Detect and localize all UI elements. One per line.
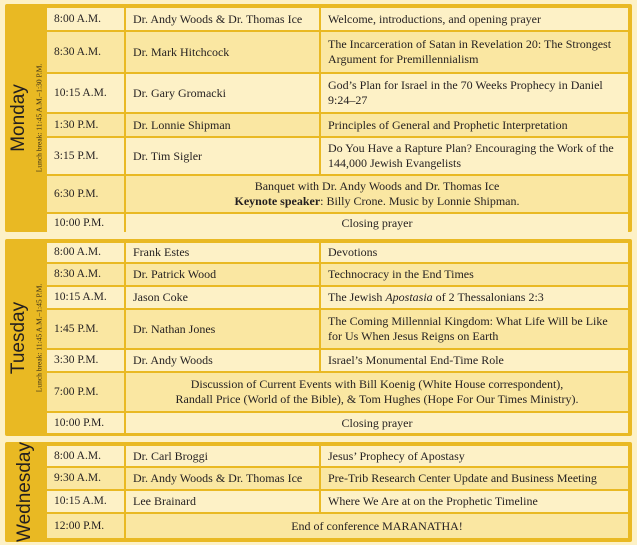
schedule-row bbox=[47, 214, 628, 232]
topic-cell: The Incarceration of Satan in Revelation 20: The Strongest Argument for Premillennialism bbox=[319, 32, 628, 72]
schedule-row bbox=[47, 243, 628, 262]
speaker-cell: Dr. Gary Gromacki bbox=[124, 74, 319, 112]
schedule-row bbox=[47, 287, 628, 308]
day-label bbox=[5, 239, 47, 436]
topic-emphasis: Apostasia bbox=[385, 290, 433, 304]
speaker-cell: Frank Estes bbox=[124, 243, 319, 262]
speaker-cell: Dr. Nathan Jones bbox=[124, 310, 319, 348]
speaker-cell: Dr. Tim Sigler bbox=[124, 138, 319, 174]
day-name: Wednesday bbox=[14, 442, 35, 542]
event-cell: Closing prayer bbox=[124, 214, 628, 232]
time-cell: 8:00 A.M. bbox=[47, 8, 124, 30]
tuesday-section bbox=[5, 239, 632, 436]
day-label bbox=[5, 4, 47, 232]
schedule-row bbox=[47, 310, 628, 348]
topic-cell: Do You Have a Rapture Plan? Encouraging the Work of the 144,000 Jewish Evangelists bbox=[319, 138, 628, 174]
schedule-row bbox=[47, 138, 628, 174]
event-cell bbox=[124, 176, 628, 212]
time-cell: 1:30 P.M. bbox=[47, 114, 124, 136]
time-cell: 10:15 A.M. bbox=[47, 491, 124, 512]
time-cell: 9:30 A.M. bbox=[47, 468, 124, 489]
event-line: Discussion of Current Events with Bill Koenig (White House correspondent), bbox=[190, 377, 564, 391]
topic-cell: Where We Are at on the Prophetic Timeline bbox=[319, 491, 628, 512]
schedule-row bbox=[47, 468, 628, 489]
speaker-cell: Dr. Andy Woods & Dr. Thomas Ice bbox=[124, 468, 319, 489]
speaker-cell: Dr. Andy Woods & Dr. Thomas Ice bbox=[124, 8, 319, 30]
topic-cell: The Coming Millennial Kingdom: What Life Will be Like for Us When Jesus Reigns on Earth bbox=[319, 310, 628, 348]
time-cell: 10:00 P.M. bbox=[47, 214, 124, 232]
time-cell: 8:00 A.M. bbox=[47, 243, 124, 262]
topic-cell: Pre-Trib Research Center Update and Business Meeting bbox=[319, 468, 628, 489]
speaker-cell: Lee Brainard bbox=[124, 491, 319, 512]
event-cell: End of conference MARANATHA! bbox=[124, 514, 628, 538]
time-cell: 3:15 P.M. bbox=[47, 138, 124, 174]
topic-text: of 2 Thessalonians 2:3 bbox=[432, 290, 544, 304]
time-cell: 8:30 A.M. bbox=[47, 264, 124, 285]
time-cell: 6:30 P.M. bbox=[47, 176, 124, 212]
day-name: Monday bbox=[8, 84, 29, 152]
topic-text: The Jewish bbox=[328, 290, 386, 304]
schedule-row bbox=[47, 514, 628, 538]
schedule-row bbox=[47, 32, 628, 72]
topic-cell: God’s Plan for Israel in the 70 Weeks Prophecy in Daniel 9:24–27 bbox=[319, 74, 628, 112]
topic-cell: Principles of General and Prophetic Interpretation bbox=[319, 114, 628, 136]
event-cell: Closing prayer bbox=[124, 413, 628, 433]
monday-section bbox=[5, 4, 632, 232]
time-cell: 10:00 P.M. bbox=[47, 413, 124, 433]
event-line bbox=[235, 194, 520, 209]
topic-cell: Devotions bbox=[319, 243, 628, 262]
speaker-cell: Dr. Andy Woods bbox=[124, 350, 319, 371]
event-line: Banquet with Dr. Andy Woods and Dr. Thomas Ice bbox=[254, 179, 500, 193]
topic-cell: Welcome, introductions, and opening prayer bbox=[319, 8, 628, 30]
time-cell: 10:15 A.M. bbox=[47, 74, 124, 112]
time-cell: 7:00 P.M. bbox=[47, 373, 124, 411]
topic-cell: Israel’s Monumental End-Time Role bbox=[319, 350, 628, 371]
topic-cell: Technocracy in the End Times bbox=[319, 264, 628, 285]
event-cell bbox=[124, 373, 628, 411]
speaker-cell: Dr. Patrick Wood bbox=[124, 264, 319, 285]
schedule-row bbox=[47, 264, 628, 285]
schedule-row bbox=[47, 413, 628, 433]
keynote-text: : Billy Crone. Music by Lonnie Shipman. bbox=[320, 194, 520, 208]
schedule-row bbox=[47, 114, 628, 136]
speaker-cell: Dr. Mark Hitchcock bbox=[124, 32, 319, 72]
schedule-row bbox=[47, 74, 628, 112]
schedule-row bbox=[47, 350, 628, 371]
time-cell: 1:45 P.M. bbox=[47, 310, 124, 348]
speaker-cell: Dr. Carl Broggi bbox=[124, 446, 319, 466]
schedule-row bbox=[47, 491, 628, 512]
time-cell: 8:00 A.M. bbox=[47, 446, 124, 466]
schedule-row bbox=[47, 8, 628, 30]
schedule-row bbox=[47, 446, 628, 466]
wednesday-section bbox=[5, 442, 632, 542]
day-name: Tuesday bbox=[8, 301, 29, 374]
time-cell: 3:30 P.M. bbox=[47, 350, 124, 371]
time-cell: 10:15 A.M. bbox=[47, 287, 124, 308]
time-cell: 8:30 A.M. bbox=[47, 32, 124, 72]
topic-cell bbox=[319, 287, 628, 308]
speaker-cell: Dr. Lonnie Shipman bbox=[124, 114, 319, 136]
time-cell: 12:00 P.M. bbox=[47, 514, 124, 538]
event-line: Randall Price (World of the Bible), & Tom Hughes (Hope For Our Times Ministry). bbox=[175, 392, 579, 406]
topic-cell: Jesus’ Prophecy of Apostasy bbox=[319, 446, 628, 466]
lunch-break-note: Lunch break: 11:45 A.M.–1:30 P.M. bbox=[34, 63, 44, 173]
schedule-row bbox=[47, 373, 628, 411]
schedule-row bbox=[47, 176, 628, 212]
keynote-label: Keynote speaker bbox=[234, 194, 321, 208]
speaker-cell: Jason Coke bbox=[124, 287, 319, 308]
lunch-break-note: Lunch break: 11:45 A.M.–1:45 P.M. bbox=[34, 283, 44, 392]
day-label bbox=[5, 442, 47, 542]
